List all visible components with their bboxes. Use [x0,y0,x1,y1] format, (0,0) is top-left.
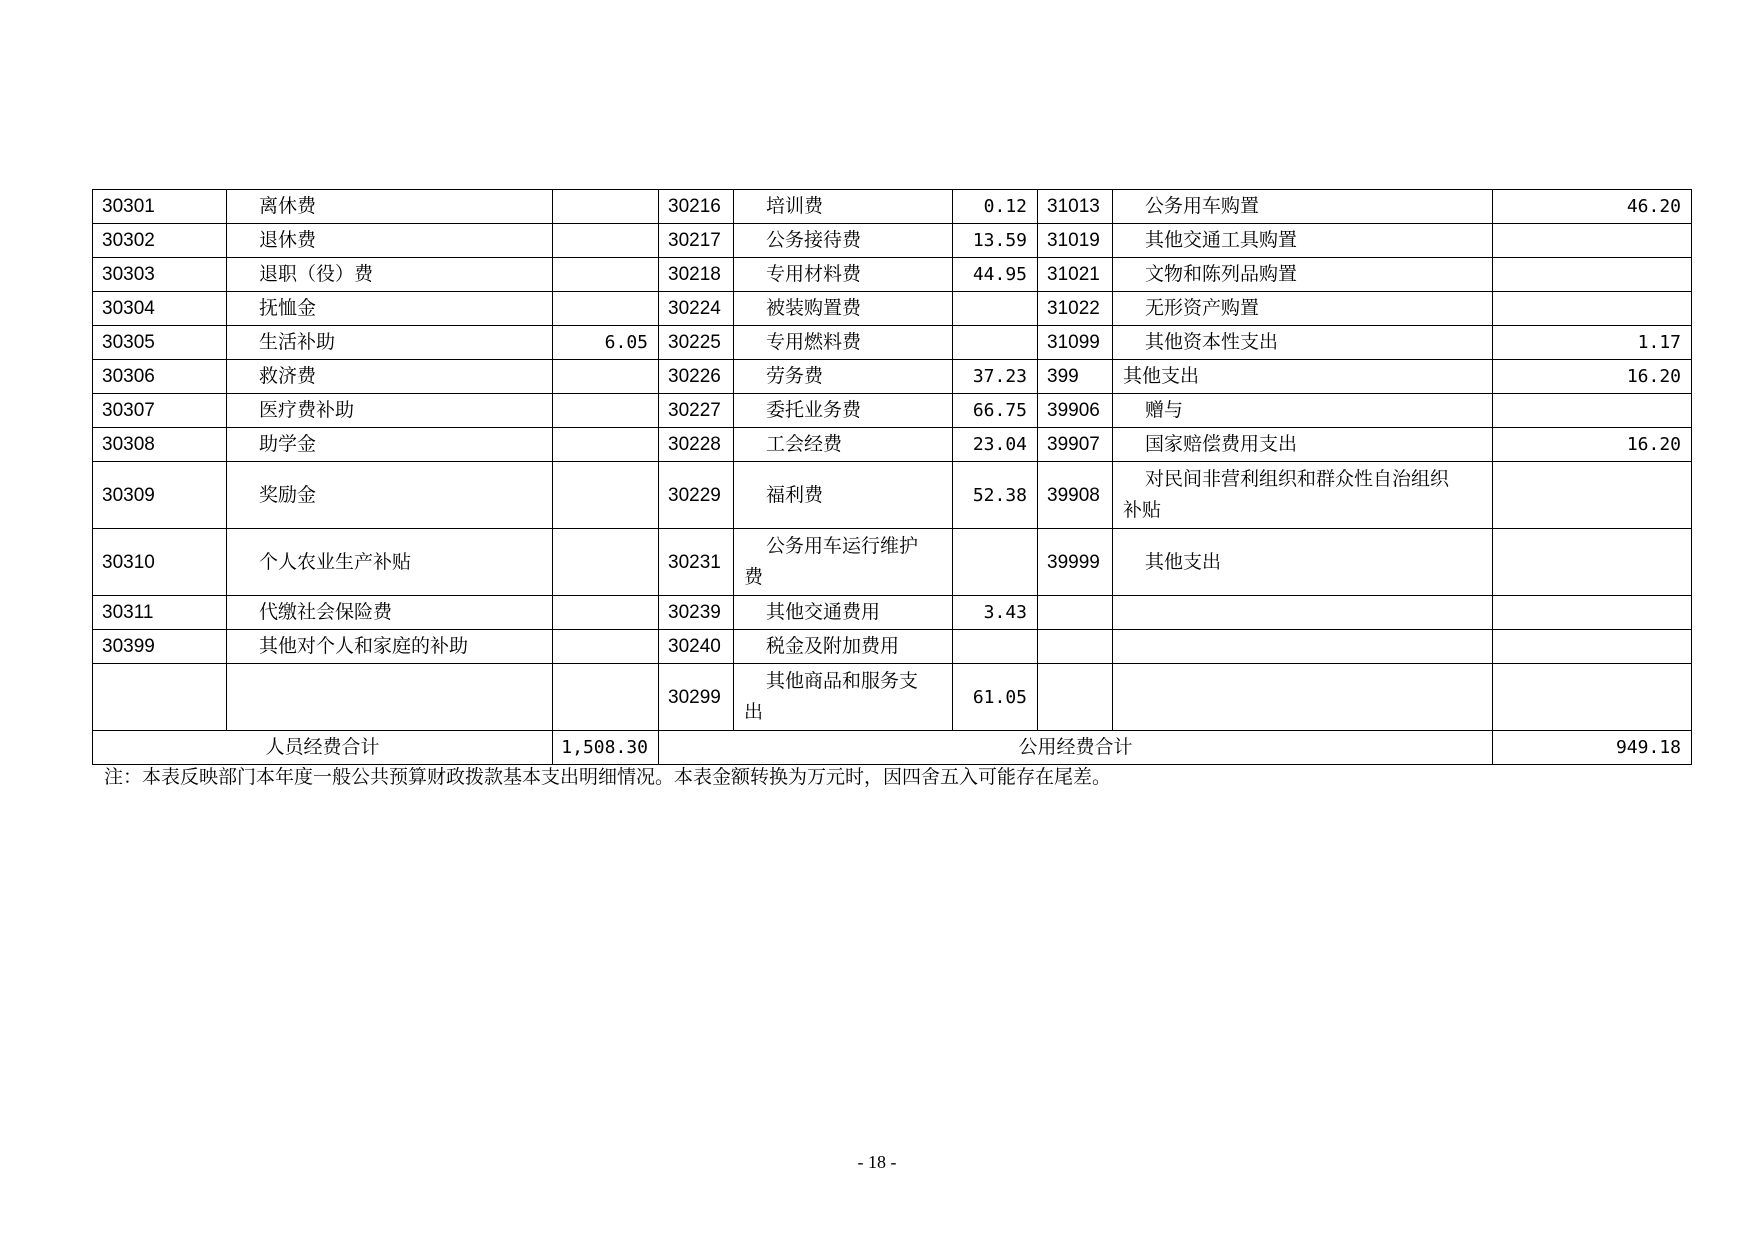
personnel-code [93,664,227,731]
capital-item: 其他支出 [1113,360,1493,394]
capital-code: 31022 [1038,292,1113,326]
capital-code [1038,596,1113,630]
capital-item: 其他交通工具购置 [1113,224,1493,258]
personnel-code: 30302 [93,224,227,258]
table-row [93,428,1692,462]
public-item: 福利费 [734,462,953,529]
personnel-item: 生活补助 [227,326,553,360]
capital-item [1113,596,1493,630]
public-amount: 37.23 [953,360,1038,394]
capital-code: 39907 [1038,428,1113,462]
public-code: 30229 [659,462,734,529]
public-item-line1: 其他商品和服务支 [766,670,919,692]
personnel-code: 30307 [93,394,227,428]
personnel-item: 退职（役）费 [227,258,553,292]
personnel-item: 抚恤金 [227,292,553,326]
personnel-item: 救济费 [227,360,553,394]
public-code: 30218 [659,258,734,292]
capital-amount [1493,664,1692,731]
public-code: 30216 [659,190,734,224]
personnel-amount: 6.05 [553,326,659,360]
public-item: 委托业务费 [734,394,953,428]
public-item: 其他交通费用 [734,596,953,630]
capital-code: 31021 [1038,258,1113,292]
personnel-item: 个人农业生产补贴 [227,529,553,596]
personnel-item: 医疗费补助 [227,394,553,428]
capital-amount: 16.20 [1493,428,1692,462]
personnel-code: 30310 [93,529,227,596]
capital-code: 39906 [1038,394,1113,428]
table-row [93,258,1692,292]
public-amount: 52.38 [953,462,1038,529]
public-code: 30239 [659,596,734,630]
capital-amount [1493,596,1692,630]
public-item: 被装购置费 [734,292,953,326]
public-amount [953,326,1038,360]
personnel-amount [553,224,659,258]
capital-item [1113,664,1493,731]
personnel-item [227,664,553,731]
personnel-amount [553,630,659,664]
personnel-item: 离休费 [227,190,553,224]
personnel-code: 30301 [93,190,227,224]
personnel-amount [553,394,659,428]
personnel-item: 助学金 [227,428,553,462]
capital-code [1038,630,1113,664]
capital-item: 其他资本性支出 [1113,326,1493,360]
capital-code: 31019 [1038,224,1113,258]
public-item: 劳务费 [734,360,953,394]
personnel-amount [553,664,659,731]
capital-item: 国家赔偿费用支出 [1113,428,1493,462]
personnel-item: 退休费 [227,224,553,258]
public-item-line2: 费 [744,566,764,588]
public-item: 专用材料费 [734,258,953,292]
public-amount [953,529,1038,596]
table-row [93,394,1692,428]
public-amount: 3.43 [953,596,1038,630]
capital-amount [1493,258,1692,292]
public-amount: 66.75 [953,394,1038,428]
personnel-code: 30304 [93,292,227,326]
capital-amount [1493,394,1692,428]
personnel-amount [553,258,659,292]
capital-code: 31099 [1038,326,1113,360]
capital-amount [1493,224,1692,258]
table-row [93,596,1692,630]
personnel-total-label: 人员经费合计 [93,731,553,765]
capital-item-line1: 对民间非营利组织和群众性自治组织 [1145,468,1450,490]
capital-amount [1493,529,1692,596]
personnel-code: 30311 [93,596,227,630]
table-row [93,224,1692,258]
public-amount: 44.95 [953,258,1038,292]
public-code: 30240 [659,630,734,664]
capital-item [1113,630,1493,664]
personnel-code: 30309 [93,462,227,529]
capital-code: 31013 [1038,190,1113,224]
public-amount [953,630,1038,664]
public-item: 税金及附加费用 [734,630,953,664]
personnel-code: 30308 [93,428,227,462]
table-row [93,529,1692,596]
personnel-amount [553,428,659,462]
public-item: 专用燃料费 [734,326,953,360]
capital-item: 无形资产购置 [1113,292,1493,326]
public-code: 30299 [659,664,734,731]
personnel-amount [553,529,659,596]
public-amount: 13.59 [953,224,1038,258]
public-amount [953,292,1038,326]
capital-item: 文物和陈列品购置 [1113,258,1493,292]
capital-code: 39908 [1038,462,1113,529]
public-code: 30228 [659,428,734,462]
public-code: 30224 [659,292,734,326]
capital-item-line2: 补贴 [1123,499,1162,521]
capital-code: 39999 [1038,529,1113,596]
personnel-amount [553,190,659,224]
public-code: 30217 [659,224,734,258]
public-item: 公务接待费 [734,224,953,258]
personnel-item: 代缴社会保险费 [227,596,553,630]
expenditure-detail-table [92,189,1692,765]
capital-item: 公务用车购置 [1113,190,1493,224]
personnel-code: 30303 [93,258,227,292]
capital-item: 赠与 [1113,394,1493,428]
public-amount: 61.05 [953,664,1038,731]
capital-item [1113,462,1493,529]
public-code: 30227 [659,394,734,428]
public-amount: 23.04 [953,428,1038,462]
public-item [734,529,953,596]
public-code: 30225 [659,326,734,360]
capital-amount: 46.20 [1493,190,1692,224]
public-item: 培训费 [734,190,953,224]
public-item [734,664,953,731]
personnel-item: 奖励金 [227,462,553,529]
public-amount: 0.12 [953,190,1038,224]
capital-amount [1493,462,1692,529]
table-row [93,190,1692,224]
personnel-code: 30306 [93,360,227,394]
capital-amount [1493,292,1692,326]
page-number: - 18 - [857,1152,897,1172]
public-item: 工会经费 [734,428,953,462]
personnel-amount [553,596,659,630]
capital-amount [1493,630,1692,664]
personnel-amount [553,292,659,326]
table-row [93,462,1692,529]
table-row [93,360,1692,394]
public-total-value: 949.18 [1493,731,1692,765]
public-code: 30231 [659,529,734,596]
table-row [93,292,1692,326]
table-row [93,664,1692,731]
public-item-line1: 公务用车运行维护 [766,535,919,557]
personnel-amount [553,462,659,529]
capital-item: 其他支出 [1113,529,1493,596]
capital-code [1038,664,1113,731]
capital-amount: 1.17 [1493,326,1692,360]
capital-amount: 16.20 [1493,360,1692,394]
public-code: 30226 [659,360,734,394]
capital-code: 399 [1038,360,1113,394]
totals-row [93,731,1692,765]
personnel-amount [553,360,659,394]
table-footnote: 注：本表反映部门本年度一般公共预算财政拨款基本支出明细情况。本表金额转换为万元时，因四舍五入可能存在尾差。 [104,766,1112,788]
table-row [93,630,1692,664]
personnel-item: 其他对个人和家庭的补助 [227,630,553,664]
personnel-total-value: 1,508.30 [553,731,659,765]
table-row [93,326,1692,360]
personnel-code: 30399 [93,630,227,664]
public-total-label: 公用经费合计 [659,731,1493,765]
public-item-line2: 出 [744,701,764,723]
personnel-code: 30305 [93,326,227,360]
